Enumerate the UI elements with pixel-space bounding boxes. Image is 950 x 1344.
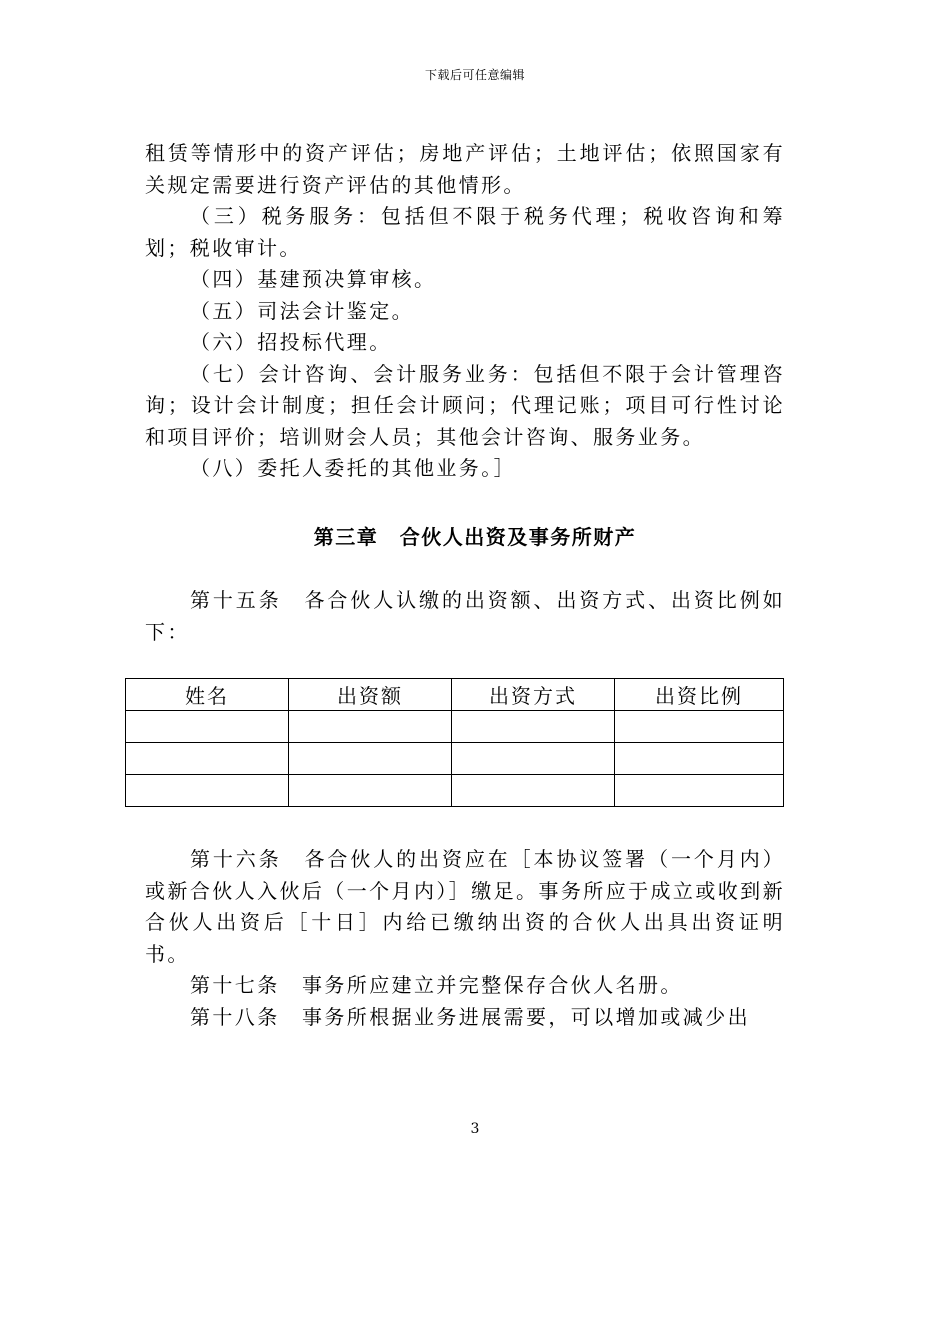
article-15	[145, 585, 785, 648]
paragraph-continued: 租赁等情形中的资产评估；房地产评估；土地评估；依照国家有关规定需要进行资产评估的其他情形。	[145, 141, 785, 197]
table-cell	[126, 743, 289, 775]
paragraph-other-business: （八）委托人委托的其他业务。］	[190, 456, 516, 480]
article-17-text: 第十七条 事务所应建立并完整保存合伙人名册。	[190, 973, 683, 997]
paragraph-budget-audit: （四）基建预决算审核。	[190, 267, 437, 291]
paragraph-bidding-agency: （六）招投标代理。	[190, 330, 392, 354]
table-cell	[615, 711, 784, 743]
table-header-row	[126, 679, 784, 711]
article-16-text: 第十六条 各合伙人的出资应在［本协议签署（一个月内）或新合伙人入伙后（一个月内）］缴足。事务所应于成立或收到新合伙人出资后［十日］内给已缴纳出资的合伙人出具出资证明书。	[145, 847, 785, 966]
column-header-name: 姓名	[126, 679, 289, 711]
article-18-text: 第十八条 事务所根据业务进展需要，可以增加或减少出	[190, 1004, 750, 1029]
column-header-amount: 出资额	[289, 679, 452, 711]
table-cell	[615, 743, 784, 775]
table-row	[126, 711, 784, 743]
table-cell	[452, 711, 615, 743]
column-header-ratio: 出资比例	[615, 679, 784, 711]
body-block-2	[145, 844, 785, 1033]
chapter-heading: 第三章 合伙人出资及事务所财产	[313, 525, 637, 549]
table-cell	[126, 711, 289, 743]
table-cell	[615, 775, 784, 807]
paragraph-tax-services: （三）税务服务：包括但不限于税务代理；税收咨询和筹划；税收审计。	[145, 204, 785, 260]
table-row	[126, 743, 784, 775]
paragraph-accounting-consulting: （七）会计咨询、会计服务业务：包括但不限于会计管理咨询；设计会计制度；担任会计顾问；代理记账；项目可行性讨论和项目评价；培训财会人员；其他会计咨询、服务业务。	[145, 361, 785, 449]
table-cell	[289, 711, 452, 743]
page-number: 3	[470, 1121, 480, 1137]
body-block-1	[145, 138, 785, 485]
table-cell	[126, 775, 289, 807]
table-cell	[452, 775, 615, 807]
table-cell	[289, 743, 452, 775]
page-header: 下载后可任意编辑	[424, 68, 525, 82]
paragraph-judicial-accounting: （五）司法会计鉴定。	[190, 298, 414, 323]
column-header-method: 出资方式	[452, 679, 615, 711]
table-cell	[289, 775, 452, 807]
table-cell	[452, 743, 615, 775]
capital-contribution-table	[125, 678, 784, 807]
article-15-text: 第十五条 各合伙人认缴的出资额、出资方式、出资比例如下：	[145, 588, 785, 644]
table-row	[126, 775, 784, 807]
